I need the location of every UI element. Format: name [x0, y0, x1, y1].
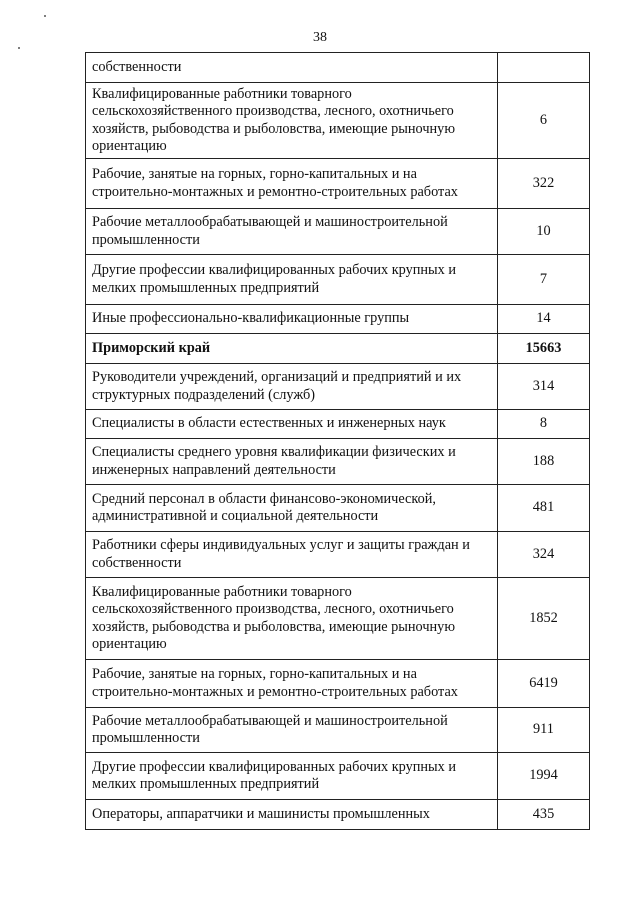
value-cell: 15663 [498, 334, 590, 364]
value-cell: 6 [498, 83, 590, 159]
value-cell: 314 [498, 364, 590, 410]
occupation-name-cell: Рабочие металлообрабатывающей и машиностроительной промышленности [86, 708, 498, 753]
table-row [86, 255, 590, 305]
occupation-name-cell: Специалисты среднего уровня квалификации физических и инженерных направлений деятельности [86, 439, 498, 485]
occupation-name-cell: Квалифицированные работники товарного сельскохозяйственного производства, лесного, охотничьего хозяйств, рыбоводства и рыболовства, имеющие рыночную ориентацию [86, 83, 498, 159]
occupation-name-cell: Приморский край [86, 334, 498, 364]
value-cell: 7 [498, 255, 590, 305]
table-row [86, 209, 590, 255]
value-cell: 6419 [498, 660, 590, 708]
value-cell: 10 [498, 209, 590, 255]
occupation-name-cell: Операторы, аппаратчики и машинисты промышленных [86, 800, 498, 830]
table-row [86, 485, 590, 532]
value-cell: 324 [498, 532, 590, 578]
occupation-table [85, 52, 590, 830]
table-row [86, 305, 590, 334]
occupation-name-cell: Рабочие металлообрабатывающей и машиностроительной промышленности [86, 209, 498, 255]
value-cell: 14 [498, 305, 590, 334]
occupation-name-cell: Другие профессии квалифицированных рабочих крупных и мелких промышленных предприятий [86, 255, 498, 305]
table-row [86, 364, 590, 410]
occupation-name-cell: Рабочие, занятые на горных, горно-капитальных и на строительно-монтажных и ремонтно-строительных работах [86, 660, 498, 708]
occupation-name-cell: Руководители учреждений, организаций и предприятий и их структурных подразделений (служб) [86, 364, 498, 410]
scan-speck [44, 15, 46, 17]
occupation-name-cell: Квалифицированные работники товарного сельскохозяйственного производства, лесного, охотничьего хозяйств, рыбоводства и рыболовства, имеющие рыночную ориентацию [86, 578, 498, 660]
table-row [86, 83, 590, 159]
table-row [86, 439, 590, 485]
table-row [86, 532, 590, 578]
page-number: 38 [313, 30, 327, 45]
value-cell: 1852 [498, 578, 590, 660]
occupation-name-cell: Средний персонал в области финансово-экономической, административной и социальной деятельности [86, 485, 498, 532]
table-row [86, 708, 590, 753]
value-cell: 188 [498, 439, 590, 485]
table-row [86, 753, 590, 800]
table-row [86, 660, 590, 708]
value-cell: 1994 [498, 753, 590, 800]
table-row [86, 334, 590, 364]
table-row [86, 410, 590, 439]
occupation-name-cell: Иные профессионально-квалификационные группы [86, 305, 498, 334]
table-row [86, 159, 590, 209]
value-cell: 435 [498, 800, 590, 830]
occupation-name-cell: Другие профессии квалифицированных рабочих крупных и мелких промышленных предприятий [86, 753, 498, 800]
table-row [86, 53, 590, 83]
occupation-name-cell: Специалисты в области естественных и инженерных наук [86, 410, 498, 439]
value-cell: 322 [498, 159, 590, 209]
table-body [86, 53, 590, 830]
value-cell: 911 [498, 708, 590, 753]
value-cell [498, 53, 590, 83]
value-cell: 8 [498, 410, 590, 439]
occupation-name-cell: собственности [86, 53, 498, 83]
occupation-name-cell: Рабочие, занятые на горных, горно-капитальных и на строительно-монтажных и ремонтно-строительных работах [86, 159, 498, 209]
table-row [86, 578, 590, 660]
scan-speck [18, 47, 20, 49]
value-cell: 481 [498, 485, 590, 532]
table-row [86, 800, 590, 830]
occupation-name-cell: Работники сферы индивидуальных услуг и защиты граждан и собственности [86, 532, 498, 578]
